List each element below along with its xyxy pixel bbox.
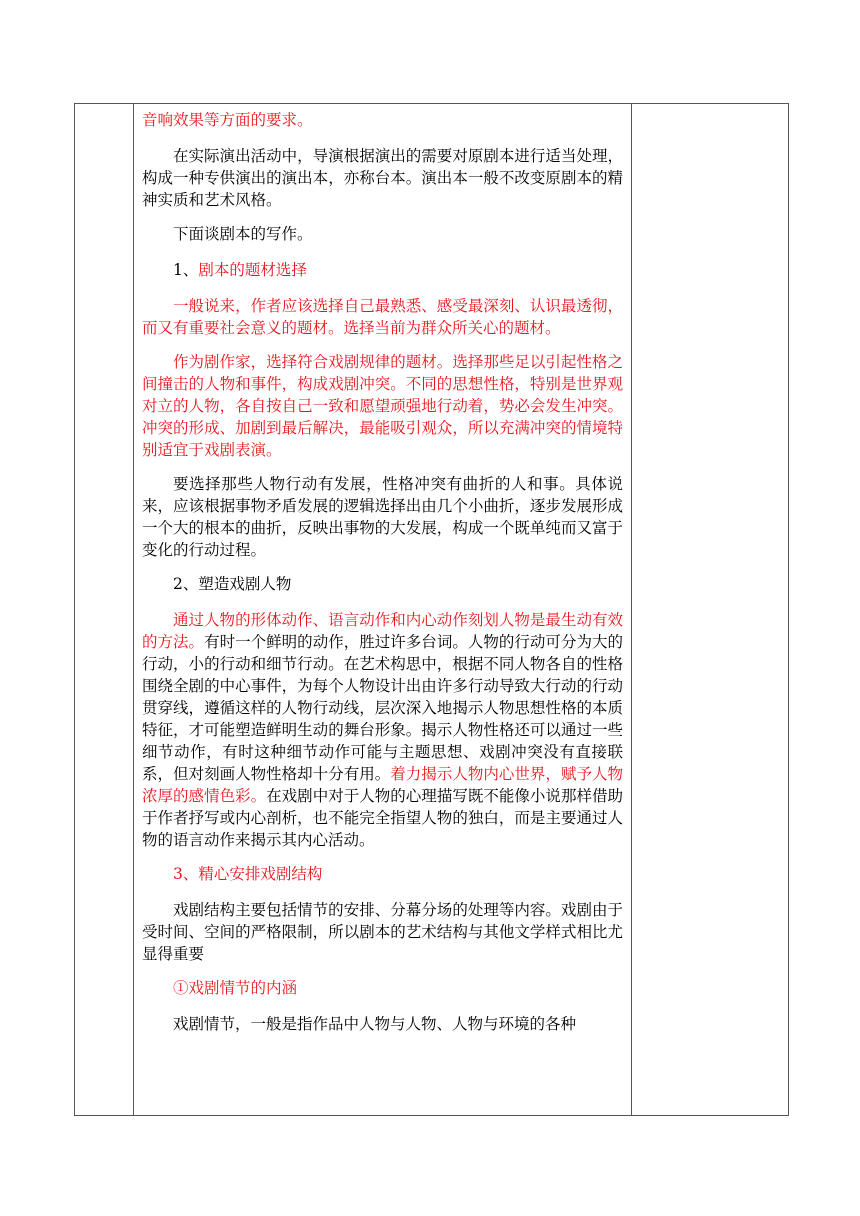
content-cell [134,104,632,1116]
body-text: 在戏剧中对于人物的心理描写既不能像小说那样借助于作者抒写或内心剖析，也不能完全指望人物的独白，而是主要通过人物的语言动作来揭示其内心活动。 [142,787,623,849]
heading-number: 1、 [173,261,199,279]
content-body [134,104,631,1035]
left-column-cell [75,104,134,1116]
highlight-text: 通过人物的形体动作、语言动作和内心动作刻划人物是最生动有效的方法。 [142,611,623,651]
paragraph-drama-conflict: 作为剧作家，选择符合戏剧规律的题材。选择那些足以引起性格之间撞击的人物和事件，构成戏剧冲突。不同的思想性格，特别是世界观对立的人物，各自按自己一致和愿望顽强地行动着，势必会发生冲突。冲突的形成、加剧到最后解决，最能吸引观众，所以充满冲突的情境特别适宜于戏剧表演。 [142,353,623,459]
paragraph-development: 要选择那些人物行动有发展，性格冲突有曲折的人和事。具体说来，应该根据事物矛盾发展的逻辑选择出由几个小曲折，逐步发展形成一个大的根本的曲折，反映出事物的大发展，构成一个既单纯而又富于变化的行动过程。 [142,475,623,559]
body-text: 有时一个鲜明的动作，胜过许多台词。人物的行动可分为大的行动，小的行动和细节行动。在艺术构思中，根据不同人物各自的性格围绕全剧的中心事件，为每个人物设计出由许多行动导致大行动的行动贯穿线，遵循这样的人物行动线，层次深入地揭示人物思想性格的本质特征，才可能塑造鲜明生动的舞台形象。揭示人物性格还可以通过一些细节动作，有时这种细节动作可能与主题思想、戏剧冲突没有直接联系，但对刻画人物性格却十分有用。 [142,633,623,783]
heading-structure: 3、精心安排戏剧结构 [173,865,323,883]
paragraph-plot: 戏剧情节，一般是指作品中人物与人物、人物与环境的各种 [173,1015,577,1033]
highlight-text: 着力揭示人物内心世界，赋予人物浓厚的感情色彩。 [142,765,623,805]
lesson-table [74,103,789,1116]
paragraph-character-actions [142,609,623,851]
heading-text: 剧本的题材选择 [198,261,307,279]
table-row [75,104,789,1116]
heading-subject-selection [142,259,623,281]
heading-plot-connotation: ①戏剧情节的内涵 [173,979,298,997]
paragraph-intro-writing: 下面谈剧本的写作。 [173,225,313,243]
paragraph-subject-familiar: 一般说来，作者应该选择自己最熟悉、感受最深刻、认识最透彻，而又有重要社会意义的题材。选择当前为群众所关心的题材。 [142,297,623,337]
right-column-cell [632,104,789,1116]
paragraph-continuation: 音响效果等方面的要求。 [142,111,313,129]
heading-characters: 2、塑造戏剧人物 [173,575,292,593]
paragraph-structure: 戏剧结构主要包括情节的安排、分幕分场的处理等内容。戏剧由于受时间、空间的严格限制，所以剧本的艺术结构与其他文学样式相比尤显得重要 [142,901,623,963]
paragraph-performance-script: 在实际演出活动中，导演根据演出的需要对原剧本进行适当处理，构成一种专供演出的演出本，亦称台本。演出本一般不改变原剧本的精神实质和艺术风格。 [142,147,623,209]
